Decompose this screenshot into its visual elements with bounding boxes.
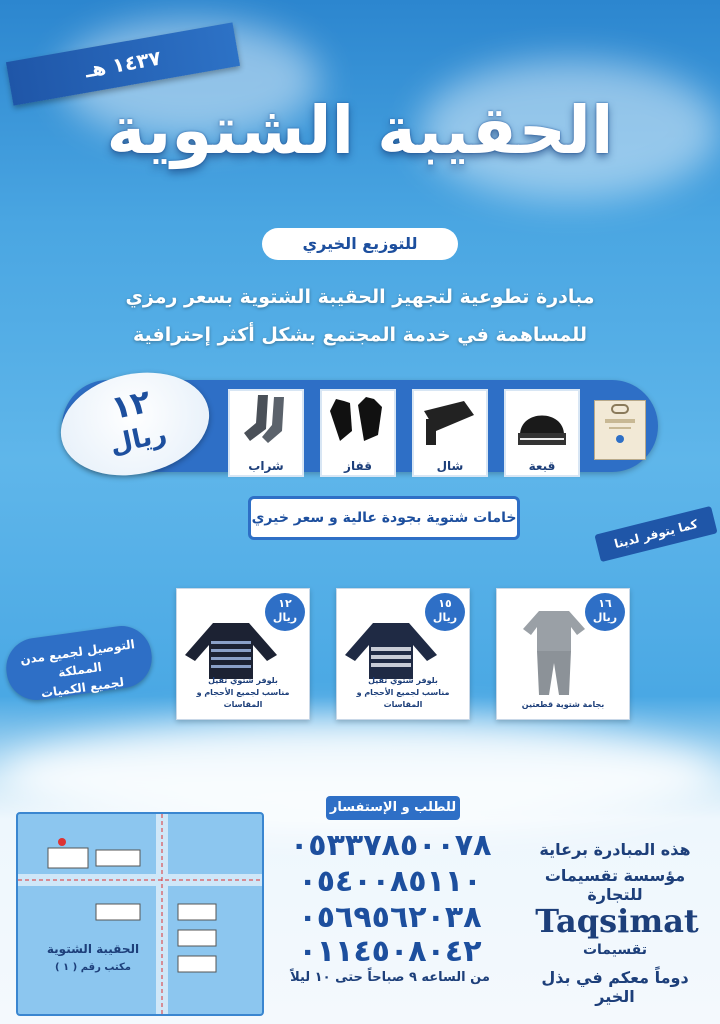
price-badge: [585, 593, 625, 631]
delivery-line-1: التوصيل لجميع مدن المملكة: [19, 637, 136, 680]
phone-number[interactable]: ٠٥٤٠٠٨٥١١٠: [298, 864, 482, 899]
phone-number[interactable]: ٠١١٤٥٠٨٠٤٢: [298, 934, 482, 969]
product-caption: [341, 675, 465, 711]
page-title: الحقيبة الشتوية: [106, 92, 614, 169]
location-map[interactable]: [16, 812, 264, 1016]
bag-item-label: قبعة: [528, 459, 556, 473]
bag-item-label: شراب: [248, 459, 284, 473]
sweater-icon: [183, 619, 279, 681]
product-caption: بجامة شتوية قطعتين: [521, 700, 605, 709]
bag-icon: [595, 401, 645, 459]
beanie-icon: [506, 391, 578, 451]
product-price: ١٢: [278, 597, 292, 610]
product-card-sweater-12: [176, 588, 310, 720]
bag-item-beanie: [504, 389, 580, 477]
product-currency: ريال: [272, 611, 298, 624]
brand-logo-arabic: تقسيمات: [582, 942, 647, 958]
product-caption: [181, 675, 305, 711]
also-available-ribbon: كما يتوفر لدينا: [594, 506, 717, 562]
product-currency: ريال: [592, 611, 618, 624]
product-price: ١٥: [438, 597, 452, 610]
contact-label: للطلب و الإستفسار: [326, 796, 460, 820]
product-caption-line-2: مناسب لجميع الأحجام و المقاسات: [356, 688, 450, 709]
bag-currency: ريال: [107, 419, 170, 461]
scarf-icon: [414, 391, 486, 451]
sponsor-line-1: هذه المبادرة برعاية: [539, 840, 691, 859]
product-caption-line-1: بلوفر شتوي ثقيل: [208, 676, 278, 685]
bag-item-socks: [228, 389, 304, 477]
pajama-icon: [519, 607, 589, 697]
map-office-number: مكتب رقم ( ١ ): [54, 962, 131, 973]
product-card-pajama: [496, 588, 630, 720]
bag-item-gloves: [320, 389, 396, 477]
description-line-1: مبادرة تطوعية لتجهيز الحقيبة الشتوية بسعر رمزي: [125, 286, 595, 308]
socks-icon: [230, 391, 302, 451]
subtitle-pill: للتوزيع الخيري: [262, 228, 458, 260]
map-streets: [18, 814, 262, 1014]
working-hours: من الساعه ٩ صباحاً حتى ١٠ ليلاً: [290, 970, 490, 985]
phone-number[interactable]: ٠٥٦٩٥٦٢٠٣٨: [298, 900, 482, 935]
product-card-sweater-15: [336, 588, 470, 720]
bag-item-label: شال: [436, 459, 464, 473]
quality-note: خامات شتوية بجودة عالية و سعر خيري: [248, 496, 520, 540]
product-caption-line-1: بلوفر شتوي ثقيل: [368, 676, 438, 685]
bag-image: [594, 400, 646, 460]
bag-price: ١٢: [107, 381, 154, 428]
product-currency: ريال: [432, 611, 458, 624]
map-place-name: الحقيبة الشتوية: [46, 942, 140, 956]
bag-item-label: قفاز: [344, 459, 372, 473]
sweater-icon: [343, 619, 439, 681]
delivery-line-2: لجميع الكميات: [40, 675, 125, 701]
brand-logo-latin: Taqsimat: [535, 902, 699, 940]
delivery-badge: [2, 622, 155, 704]
gloves-icon: [322, 391, 394, 451]
phone-number[interactable]: ٠٥٣٣٧٨٥٠٠٧٨: [290, 828, 492, 863]
sponsor-line-2: مؤسسة تقسيمات للتجارة: [544, 866, 686, 904]
bag-item-scarf: [412, 389, 488, 477]
product-caption-line-2: مناسب لجميع الأحجام و المقاسات: [196, 688, 290, 709]
product-price: ١٦: [598, 597, 612, 610]
sponsor-slogan: دوماً معكم في بذل الخير: [541, 968, 689, 1006]
description-line-2: للمساهمة في خدمة المجتمع بشكل أكثر إحترافية: [132, 324, 587, 346]
year-label: ١٤٣٧ هـ: [83, 45, 163, 83]
